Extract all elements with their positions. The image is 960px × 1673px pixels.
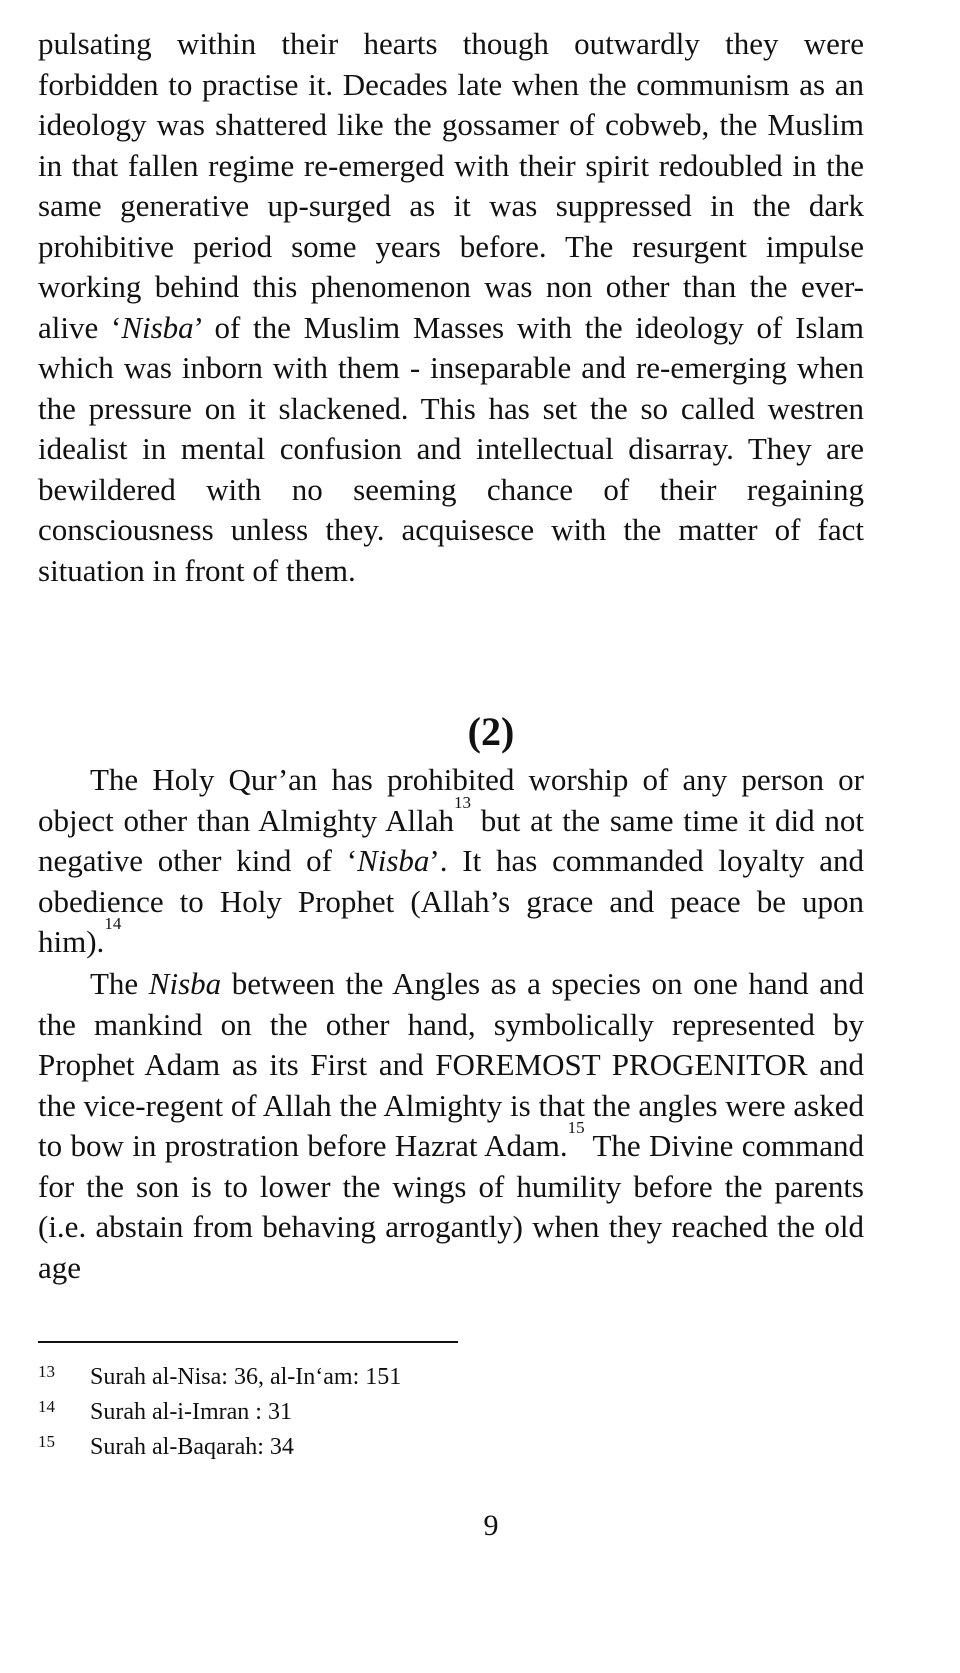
footnote-divider (38, 1341, 458, 1343)
footnote-text: Surah al-Nisa: 36, al-In‘am: 151 (90, 1364, 402, 1390)
footnote-number: 15 (38, 1432, 55, 1451)
footnote-number: 13 (38, 1362, 55, 1381)
footnote-text: Surah al-Baqarah: 34 (90, 1434, 294, 1460)
footnote-text: Surah al-i-Imran : 31 (90, 1399, 292, 1425)
term-nisba: Nisba (357, 843, 430, 878)
footnote-ref-15[interactable]: 15 (567, 1118, 585, 1137)
body-paragraph-2: The Holy Qur’an has prohibited worship of any person or object other than Almighty Allah$^{13}$ but at the same time it did not negative other kind of ‘Nisba’. It has commanded loyalty and obedience to Holy Prophet (Allah’s grace and peace be upon him).$^{14}$ (38, 762, 864, 959)
section-heading: (2) (467, 709, 515, 754)
footnote-ref-13[interactable]: 13 (454, 792, 472, 812)
footnote-number: 14 (38, 1397, 55, 1416)
footnote-item (38, 1430, 738, 1465)
footnotes (38, 1360, 738, 1465)
term-nisba: Nisba (121, 309, 194, 345)
footnote-item (38, 1360, 738, 1395)
body-paragraph-1: pulsating within their hearts though outwardly they were forbidden to practise it. Decades late when the communism as an ideology was shattered like the gossamer of cobweb, the Muslim in that fallen regime re-emerged with their spirit redoubled in the same generative up-surged as it was suppressed in the dark prohibitive period some years before. The resurgent impulse working behind this phenomenon was non other than the ever-alive ‘Nisba’ of the Muslim Masses with the ideology of Islam which was inborn with them - inseparable and re-emerging when the pressure on it slackened. This has set the so called westren idealist in mental confusion and intellectual disarray. They are bewildered with no seeming chance of their regaining consciousness unless they. acquisesce with the matter of fact situation in front of them. (38, 26, 864, 588)
body-paragraph-3: The Nisba between the Angles as a species on one hand and the mankind on the other hand, symbolically represented by Prophet Adam as its First and FOREMOST PROGENITOR and the vice-regent of Allah the Almighty is that the angles were asked to bow in prostration before Hazrat Adam.$^{15}$ The Divine command for the son is to lower the wings of humility before the parents (i.e. abstain from behaving arrogantly) when they reached the old age (38, 966, 864, 1285)
term-nisba: Nisba (148, 966, 222, 1001)
page-number: 9 (483, 1509, 499, 1542)
footnote-ref-14[interactable]: 14 (104, 914, 122, 933)
footnote-item (38, 1395, 738, 1430)
